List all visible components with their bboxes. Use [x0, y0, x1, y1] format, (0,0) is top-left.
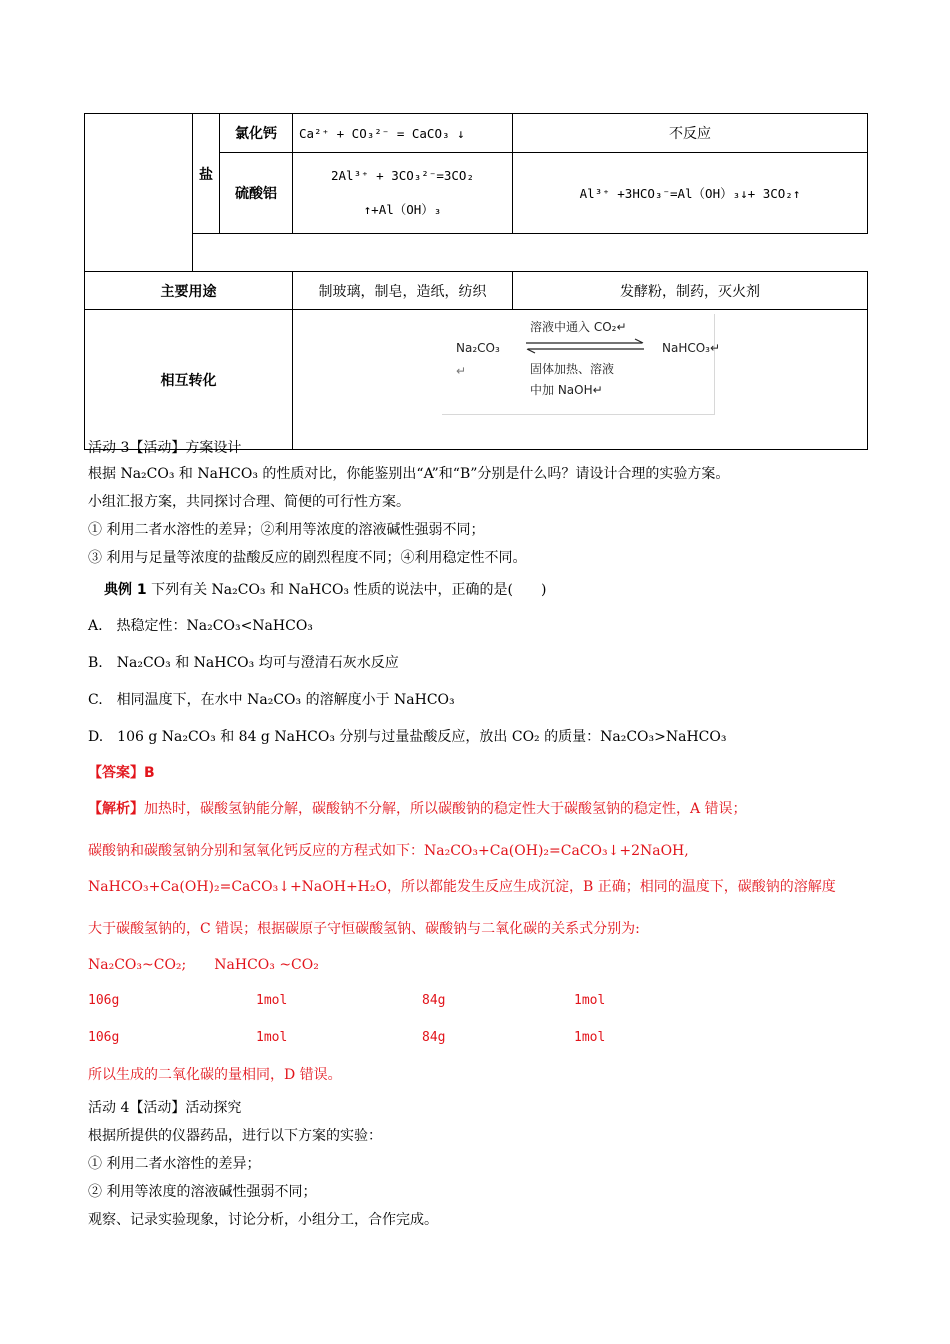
- option-c: C. 相同温度下，在水中 Na₂CO₃ 的溶解度小于 NaHCO₃: [88, 692, 455, 708]
- uses-nahco3: 发酵粉，制药，灭火剂: [513, 272, 868, 310]
- activity4-paragraph-4: 观察、记录实验现象，讨论分析，小组分工，合作完成。: [88, 1212, 438, 1228]
- nahco3-calcium-reaction: 不反应: [513, 114, 868, 153]
- option-d: D. 106 g Na₂CO₃ 和 84 g NaHCO₃ 分别与过量盐酸反应，放出 CO₂ 的质量：Na₂CO₃>NaHCO₃: [88, 729, 727, 745]
- analysis-conclusion: 所以生成的二氧化碳的量相同，D 错误。: [88, 1067, 342, 1083]
- table-row-uses: [85, 272, 868, 310]
- activity4-paragraph-1: 根据所提供的仪器药品，进行以下方案的实验：: [88, 1128, 382, 1144]
- uses-na2co3: 制玻璃，制皂，造纸，纺织: [293, 272, 513, 310]
- row-label-aluminium-sulfate: 硫酸铝: [220, 153, 293, 234]
- option-b: B. Na₂CO₃ 和 NaHCO₃ 均可与澄清石灰水反应: [88, 655, 399, 671]
- relation-cell: 1mol: [256, 993, 288, 1008]
- conversion-cell: [293, 310, 868, 450]
- table-cell-empty: [85, 114, 193, 272]
- relation-cell: 1mol: [574, 1030, 606, 1045]
- relation-cell: 1mol: [574, 993, 606, 1008]
- diagram-top-condition: 溶液中通入 CO₂↵: [530, 320, 627, 334]
- diagram-na2co3: Na₂CO₃: [456, 341, 500, 355]
- activity3-paragraph-3: ① 利用二者水溶性的差异；②利用等浓度的溶液碱性强弱不同；: [88, 522, 485, 538]
- analysis-text-1: 加热时，碳酸氢钠能分解，碳酸钠不分解，所以碳酸钠的稳定性大于碳酸氢钠的稳定性，A 错误；: [144, 801, 747, 817]
- example1-question: [104, 580, 546, 600]
- activity3-paragraph-2: 小组汇报方案，共同探讨合理、简便的可行性方案。: [88, 494, 410, 510]
- formula-line-1: 2Al³⁺ + 3CO₃²⁻=3CO₂: [331, 168, 474, 183]
- relation-cell: 84g: [422, 1030, 446, 1045]
- activity4-paragraph-3: ② 利用等浓度的溶液碱性强弱不同；: [88, 1184, 317, 1200]
- example1-label: 典例 1: [104, 582, 147, 598]
- relation-row: [88, 991, 788, 1011]
- activity4-title: 活动 4【活动】活动探究: [88, 1100, 242, 1116]
- relation-cell: 84g: [422, 993, 446, 1008]
- option-a: A. 热稳定性：Na₂CO₃<NaHCO₃: [88, 618, 313, 634]
- relation-cell: 1mol: [256, 1030, 288, 1045]
- answer: 【答案】B: [88, 765, 155, 781]
- relation-cell: 106g: [88, 1030, 120, 1045]
- row-label-calcium-chloride: 氯化钙: [220, 114, 293, 153]
- example1-question-text: 下列有关 Na₂CO₃ 和 NaHCO₃ 性质的说法中，正确的是( ): [146, 582, 547, 598]
- analysis-line-1: [88, 799, 747, 819]
- diagram-return-mark: ↵: [456, 364, 467, 378]
- formula-line-2: ↑+Al（OH）₃: [363, 202, 442, 217]
- relation-heading: Na₂CO₃~CO₂; NaHCO₃ ~CO₂: [88, 957, 319, 973]
- conversion-diagram: [442, 314, 721, 415]
- table-row: [85, 234, 868, 272]
- analysis-label: 【解析】: [88, 801, 144, 817]
- conversion-label: 相互转化: [85, 310, 293, 450]
- na2co3-aluminium-reaction: [293, 153, 513, 234]
- analysis-line-2: 碳酸钠和碳酸氢钠分别和氢氧化钙反应的方程式如下：Na₂CO₃+Ca(OH)₂=CaCO₃↓+2NaOH,: [88, 843, 689, 859]
- relation-row: [88, 1028, 788, 1048]
- comparison-table: [84, 113, 868, 450]
- salt-label: 盐: [193, 114, 220, 234]
- diagram-nahco3: NaHCO₃↵: [662, 341, 721, 355]
- uses-label: 主要用途: [85, 272, 293, 310]
- diagram-bottom-condition-2: 中加 NaOH↵: [530, 383, 603, 397]
- diagram-bottom-condition-1: 固体加热、溶液: [530, 362, 615, 376]
- analysis-line-4: 大于碳酸氢钠的，C 错误；根据碳原子守恒碳酸氢钠、碳酸钠与二氧化碳的关系式分别为:: [88, 921, 640, 937]
- activity3-paragraph-4: ③ 利用与足量等浓度的盐酸反应的剧烈程度不同；④利用稳定性不同。: [88, 550, 527, 566]
- activity3-title: 活动 3【活动】方案设计: [88, 440, 242, 456]
- table-row-conversion: [85, 310, 868, 450]
- activity4-paragraph-2: ① 利用二者水溶性的差异；: [88, 1156, 261, 1172]
- equilibrium-arrows-icon: [522, 338, 652, 354]
- relation-cell: 106g: [88, 993, 120, 1008]
- activity3-paragraph-1: 根据 Na₂CO₃ 和 NaHCO₃ 的性质对比，你能鉴别出“A”和“B”分别是什么吗？请设计合理的实验方案。: [88, 466, 730, 482]
- nahco3-aluminium-reaction: Al³⁺ +3HCO₃⁻=Al（OH）₃↓+ 3CO₂↑: [513, 153, 868, 234]
- analysis-line-3: NaHCO₃+Ca(OH)₂=CaCO₃↓+NaOH+H₂O，所以都能发生反应生成沉淀，B 正确；相同的温度下，碳酸钠的溶解度: [88, 879, 836, 895]
- table-row: [85, 114, 868, 153]
- na2co3-calcium-reaction: Ca²⁺ + CO₃²⁻ = CaCO₃ ↓: [293, 114, 513, 153]
